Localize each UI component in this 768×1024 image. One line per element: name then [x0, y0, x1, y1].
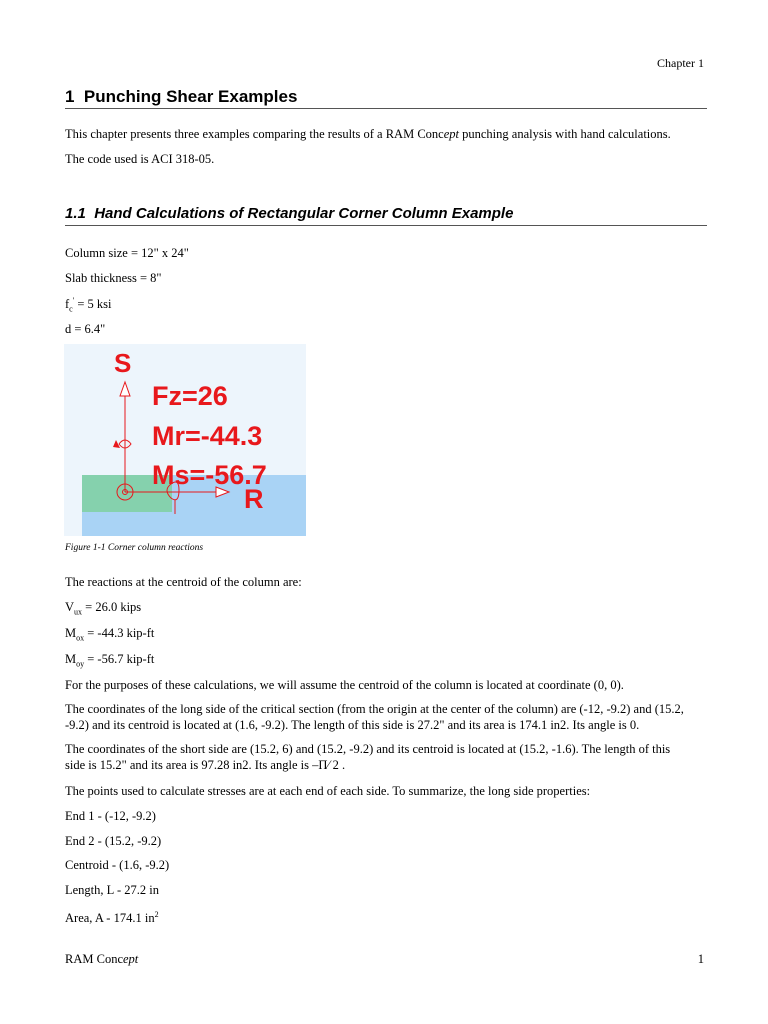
heading-1-number: 1 — [65, 87, 75, 106]
figure-caption: Figure 1-1 Corner column reactions — [65, 543, 204, 553]
label-r: R — [244, 484, 264, 514]
heading-2-number: 1.1 — [65, 205, 86, 222]
intro-line-2: The code used is ACI 318-05. — [65, 152, 215, 166]
column-size: Column size = 12" x 24" — [65, 246, 189, 260]
chapter-label: Chapter 1 — [657, 56, 704, 70]
long-side-area: Area, A - 174.1 $in^2$ — [65, 909, 159, 925]
reaction-mox: $M_{ox} = -44.3$ kip-ft — [65, 626, 155, 643]
fc-value: $f_c' = 5$ ksi — [65, 295, 112, 314]
reaction-vux: $V_{ux} = 26.0$ kips — [65, 600, 142, 617]
label-ms: Ms=-56.7 — [152, 460, 267, 490]
heading-1-title: Punching Shear Examples — [83, 87, 298, 106]
reactions-intro: The reactions at the centroid of the column are: — [65, 575, 302, 589]
paragraph-summary: The points used to calculate stresses are at each end of each side. To summarize, the long side properties: — [65, 784, 591, 798]
heading-2-rule — [65, 225, 707, 226]
heading-1-rule — [65, 108, 707, 109]
paragraph-long-side-line-2: -9.2) and its centroid is located at (1.6, -9.2). The length of this side is 27.2" and its area is 174.1 in2. Its angle is 0. — [65, 718, 640, 732]
long-side-end-1: End 1 - (-12, -9.2) — [65, 809, 156, 823]
slab-thickness: Slab thickness = 8" — [65, 271, 162, 285]
footer-product-name: RAM Concept — [65, 952, 139, 966]
heading-2-title: Hand Calculations of Rectangular Corner Column Example — [94, 205, 514, 222]
long-side-centroid: Centroid - (1.6, -9.2) — [65, 858, 170, 872]
label-mr: Mr=-44.3 — [152, 421, 263, 451]
heading-1 — [65, 87, 297, 107]
footer-page-number: 1 — [697, 952, 704, 966]
paragraph-short-side-line-2: side is 15.2" and its area is 97.28 in2. Its angle is –Π⁄ 2 . — [65, 758, 346, 772]
paragraph-centroid-assumption: For the purposes of these calculations, we will assume the centroid of the column is located at coordinate (0, 0). — [65, 678, 624, 692]
long-side-length: Length, L - 27.2 in — [65, 883, 159, 897]
reaction-moy: $M_{oy} = -56.7$ kip-ft — [65, 652, 155, 669]
label-s: S — [114, 348, 132, 378]
paragraph-long-side-line-1: The coordinates of the long side of the critical section (from the origin at the center of the column) are (-12, -9.2) and (15.2, — [65, 702, 684, 716]
corner-column-diagram — [64, 344, 306, 536]
intro-line-1: This chapter presents three examples comparing the results of a RAM Concept punching analysis with hand calculations. — [65, 127, 671, 141]
label-fz: Fz=26 — [152, 381, 228, 411]
paragraph-short-side-line-1: The coordinates of the short side are (15.2, 6) and (15.2, -9.2) and its centroid is located at (15.2, -1.6). The length of this — [65, 742, 671, 756]
long-side-end-2: End 2 - (15.2, -9.2) — [65, 834, 162, 848]
heading-2 — [65, 205, 513, 222]
d-value: d = 6.4" — [65, 322, 106, 336]
corner-column-figure — [64, 344, 306, 536]
